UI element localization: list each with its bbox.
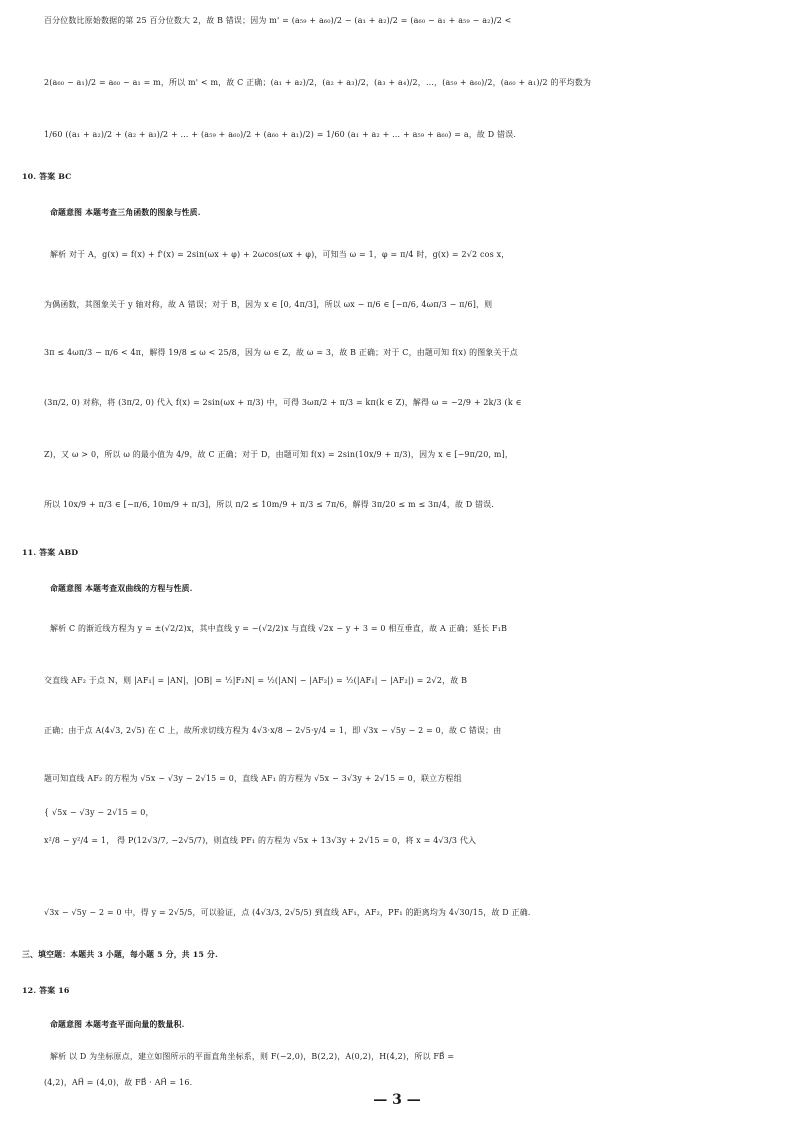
page-number: — 3 — — [373, 1092, 421, 1108]
text-line: 百分位数比原始数据的第 25 百分位数大 2，故 B 错误；因为 m' = (a₅₉ + a₆₀)/2 − (a₁ + a₂)/2 = (a₆₀ − a₁ + a₅₉ − a₂)/2 < — [44, 16, 512, 25]
text-line: Z)，又 ω > 0，所以 ω 的最小值为 4/9，故 C 正确；对于 D，由题可知 f(x) = 2sin(10x/9 + π/3)，因为 x ∈ [−9π/20, m]， — [44, 450, 514, 459]
text-line: 交直线 AF₂ 于点 N，则 |AF₁| = |AN|，|OB| = ½|F₂N| = ½(|AN| − |AF₂|) = ½(|AF₁| − |AF₂|) = 2√2，故 B — [44, 676, 468, 685]
text-line: (4,2)，AH⃗ = (4,0)，故 FB⃗ · AH⃗ = 16. — [44, 1078, 193, 1087]
text-line: 命题意图 本题考查双曲线的方程与性质. — [50, 584, 193, 593]
text-line: 三、填空题：本题共 3 小题，每小题 5 分，共 15 分. — [22, 950, 218, 959]
text-line: 为偶函数，其图象关于 y 轴对称，故 A 错误；对于 B，因为 x ∈ [0, 4π/3]，所以 ωx − π/6 ∈ [−π/6, 4ωπ/3 − π/6]，则 — [44, 300, 493, 309]
text-line: 命题意图 本题考查三角函数的图象与性质. — [50, 208, 201, 217]
text-line: √3x − √5y − 2 = 0 中，得 y = 2√5/5，可以验证，点 (4√3/3, 2√5/5) 到直线 AF₁，AF₂，PF₁ 的距离均为 4√30/15，故 D 正确. — [44, 908, 531, 917]
text-line: 命题意图 本题考查平面向量的数量积. — [50, 1020, 185, 1029]
text-line: 12. 答案 16 — [22, 986, 70, 995]
text-line: 2(a₆₀ − a₁)/2 = a₆₀ − a₁ = m，所以 m' < m，故 C 正确；(a₁ + a₂)/2，(a₂ + a₃)/2，(a₃ + a₄)/2，…，(a₅₉ + a₆₀)/2，(a₆₀ + a₁)/2 的平均数为 — [44, 78, 592, 87]
text-line: 解析 对于 A，g(x) = f(x) + f'(x) = 2sin(ωx + φ) + 2ωcos(ωx + φ)，可知当 ω = 1，φ = π/4 时，g(x) = 2√2 cos x， — [50, 250, 510, 259]
text-line: 题可知直线 AF₂ 的方程为 √5x − √3y − 2√15 = 0，直线 AF₁ 的方程为 √5x − 3√3y + 2√15 = 0，联立方程组 — [44, 774, 462, 783]
text-line: 11. 答案 ABD — [22, 548, 79, 557]
text-line: 解析 以 D 为坐标原点，建立如图所示的平面直角坐标系，则 F(−2,0)，B(2,2)，A(0,2)，H(4,2)，所以 FB⃗ = — [50, 1052, 455, 1061]
text-line: { √5x − √3y − 2√15 = 0， — [44, 808, 154, 817]
text-line: 3π ≤ 4ωπ/3 − π/6 < 4π，解得 19/8 ≤ ω < 25/8，因为 ω ∈ Z，故 ω = 3，故 B 正确；对于 C，由题可知 f(x) 的图象关于点 — [44, 348, 518, 357]
text-line: 解析 C 的渐近线方程为 y = ±(√2/2)x，其中直线 y = −(√2/2)x 与直线 √2x − y + 3 = 0 相互垂直，故 A 正确；延长 F₁B — [50, 624, 508, 633]
text-line: x²/8 − y²/4 = 1， 得 P(12√3/7, −2√5/7)，则直线 PF₁ 的方程为 √5x + 13√3y + 2√15 = 0，将 x = 4√3/3 代入 — [44, 836, 477, 845]
text-line: 10. 答案 BC — [22, 172, 72, 181]
text-line: 1/60 ((a₁ + a₂)/2 + (a₂ + a₃)/2 + … + (a₅₉ + a₆₀)/2 + (a₆₀ + a₁)/2) = 1/60 (a₁ + a₂ + … + a₅₉ + a₆₀) = a，故 D 错误. — [44, 130, 517, 139]
text-line: 正确；由于点 A(4√3, 2√5) 在 C 上，故所求切线方程为 4√3·x/8 − 2√5·y/4 = 1，即 √3x − √5y − 2 = 0，故 C 错误；由 — [44, 726, 502, 735]
text-line: (3π/2, 0) 对称，将 (3π/2, 0) 代入 f(x) = 2sin(ωx + π/3) 中，可得 3ωπ/2 + π/3 = kπ(k ∈ Z)，解得 ω = −2/9 + 2k/3 (k ∈ — [44, 398, 522, 407]
text-line: 所以 10x/9 + π/3 ∈ [−π/6, 10m/9 + π/3]，所以 π/2 ≤ 10m/9 + π/3 ≤ 7π/6，解得 3π/20 ≤ m ≤ 3π/4，故 D 错误. — [44, 500, 495, 509]
